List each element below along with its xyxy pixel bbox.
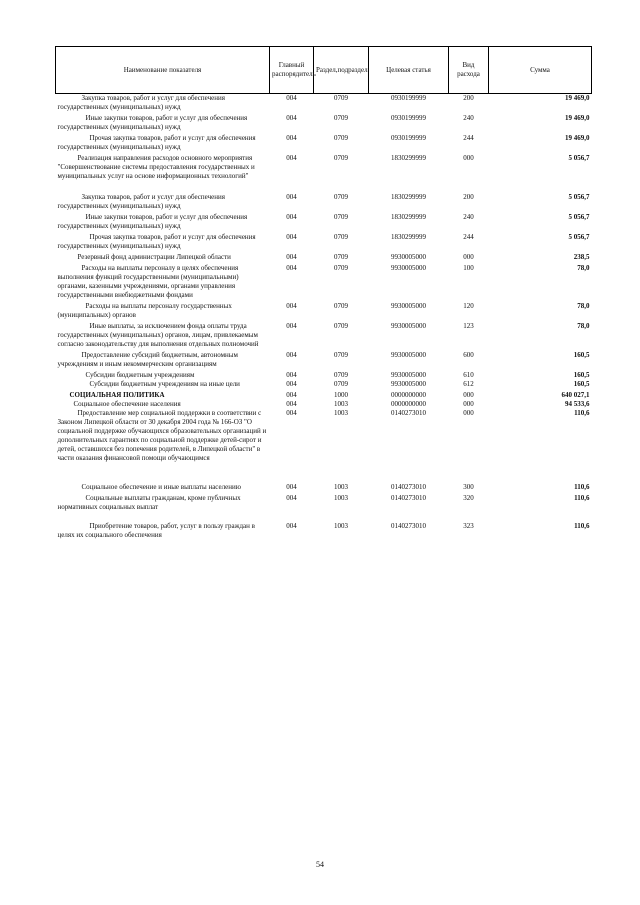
row-name: Прочая закупка товаров, работ и услуг для обеспечения государственных (муниципальных) нужд	[57, 134, 256, 151]
row-sum: 5 056,7	[568, 154, 590, 162]
row-section: 0709	[334, 134, 348, 142]
row-article: 1830299999	[391, 233, 426, 241]
row-name: Резервный фонд администрации Липецкой области	[77, 253, 231, 261]
table-row	[56, 114, 592, 134]
row-name: Реализация направления расходов основного мероприятия "Совершенствование системы предоставления государственных и муниципальных услуг на основе информационных технологий"	[57, 154, 255, 180]
row-section: 1003	[334, 522, 348, 530]
row-expense-type: 000	[463, 154, 474, 162]
row-article: 9930005000	[391, 264, 426, 272]
row-main-manager: 004	[286, 302, 297, 310]
row-name: Расходы на выплаты персоналу государственных (муниципальных) органов	[57, 302, 232, 319]
row-name: Иные закупки товаров, работ и услуг для обеспечения государственных (муниципальных) нужд	[57, 114, 248, 131]
row-expense-type: 240	[463, 114, 474, 122]
page-number: 54	[316, 860, 324, 869]
row-expense-type: 100	[463, 264, 474, 272]
row-sum: 110,6	[574, 483, 590, 491]
table-row	[56, 371, 592, 380]
table-row	[56, 193, 592, 213]
row-sum: 110,6	[574, 522, 590, 530]
row-expense-type: 000	[463, 409, 474, 417]
row-section: 1003	[334, 494, 348, 502]
row-main-manager: 004	[286, 351, 297, 359]
table-row	[56, 409, 592, 483]
row-name: Субсидии бюджетным учреждениям	[85, 371, 195, 379]
row-sum: 640 027,1	[561, 391, 590, 399]
row-sum: 238,5	[573, 253, 590, 261]
row-article: 0140273010	[391, 483, 426, 491]
row-main-manager: 004	[286, 380, 297, 388]
table-row	[56, 322, 592, 351]
row-main-manager: 004	[286, 400, 297, 408]
row-section: 0709	[334, 302, 348, 310]
row-article: 9930005000	[391, 371, 426, 379]
header-article: Целевая статья	[369, 47, 449, 94]
row-name: Предоставление мер социальной поддержки в соответствии с Законом Липецкой области от 30 декабря 2004 года № 166-ОЗ "О социальной поддержке обучающихся образовательных организаций и дополнительных гарантиях по социальной поддержке детей-сирот и детей, оставшихся без попечения родителей, в Липецкой области" в части оказания финансовой помощи обучающимся	[57, 409, 267, 462]
row-expense-type: 120	[463, 302, 474, 310]
row-expense-type: 323	[463, 522, 474, 530]
row-expense-type: 200	[463, 193, 474, 201]
row-expense-type: 600	[463, 351, 474, 359]
row-sum: 5 056,7	[568, 193, 590, 201]
row-expense-type: 244	[463, 233, 474, 241]
row-article: 1830299999	[391, 154, 426, 162]
row-article: 9930005000	[391, 322, 426, 330]
row-main-manager: 004	[286, 264, 297, 272]
row-sum: 78,0	[577, 264, 590, 272]
row-main-manager: 004	[286, 253, 297, 261]
row-article: 0930199999	[391, 94, 426, 102]
row-sum: 78,0	[577, 322, 590, 330]
row-main-manager: 004	[286, 233, 297, 241]
row-main-manager: 004	[286, 522, 297, 530]
row-section: 0709	[334, 114, 348, 122]
row-section: 1003	[334, 400, 348, 408]
table-row	[56, 380, 592, 391]
table-row	[56, 483, 592, 494]
table-header	[56, 47, 592, 94]
row-sum: 19 469,0	[565, 114, 590, 122]
row-article: 9930005000	[391, 380, 426, 388]
row-sum: 94 533,6	[565, 400, 590, 408]
row-article: 0000000000	[391, 400, 426, 408]
header-expense-type: Вид расхода	[449, 47, 489, 94]
row-sum: 78,0	[577, 302, 590, 310]
row-section: 0709	[334, 351, 348, 359]
row-sum: 110,6	[574, 409, 590, 417]
row-expense-type: 320	[463, 494, 474, 502]
row-article: 0930199999	[391, 134, 426, 142]
row-article: 9930005000	[391, 351, 426, 359]
row-main-manager: 004	[286, 483, 297, 491]
table-row	[56, 400, 592, 409]
row-name: Прочая закупка товаров, работ и услуг для обеспечения государственных (муниципальных) нужд	[57, 233, 256, 250]
row-section: 0709	[334, 253, 348, 261]
row-article: 0140273010	[391, 494, 426, 502]
row-expense-type: 244	[463, 134, 474, 142]
row-main-manager: 004	[286, 154, 297, 162]
table-row	[56, 391, 592, 400]
row-article: 0930199999	[391, 114, 426, 122]
row-article: 1830299999	[391, 213, 426, 221]
row-name: Субсидии бюджетным учреждениям на иные цели	[89, 380, 240, 388]
row-name: Расходы на выплаты персоналу в целях обеспечения выполнения функций государственными (муниципальными) органами, казенными учреждениями, органами управления государственными внебюджетными фондами	[57, 264, 239, 299]
table-row	[56, 522, 592, 542]
table-row	[56, 213, 592, 233]
row-expense-type: 612	[463, 380, 474, 388]
row-expense-type: 123	[463, 322, 474, 330]
table-row	[56, 233, 592, 253]
row-main-manager: 004	[286, 114, 297, 122]
header-main-manager: Главный распорядитель	[270, 47, 314, 94]
row-section: 1003	[334, 483, 348, 491]
row-main-manager: 004	[286, 134, 297, 142]
table-row	[56, 302, 592, 322]
row-sum: 5 056,7	[568, 233, 590, 241]
row-name: СОЦИАЛЬНАЯ ПОЛИТИКА	[69, 391, 165, 399]
row-expense-type: 240	[463, 213, 474, 221]
row-name: Закупка товаров, работ и услуг для обеспечения государственных (муниципальных) нужд	[57, 94, 225, 111]
row-name: Социальное обеспечение и иные выплаты населению	[81, 483, 241, 491]
table-row	[56, 253, 592, 264]
row-main-manager: 004	[286, 391, 297, 399]
table-body	[56, 94, 592, 543]
row-expense-type: 000	[463, 253, 474, 261]
table-row	[56, 351, 592, 371]
row-article: 1830299999	[391, 193, 426, 201]
row-main-manager: 004	[286, 94, 297, 102]
row-name: Социальные выплаты гражданам, кроме публичных нормативных социальных выплат	[57, 494, 241, 511]
row-section: 0709	[334, 264, 348, 272]
row-expense-type: 300	[463, 483, 474, 491]
table-row	[56, 494, 592, 522]
header-name: Наименование показателя	[56, 47, 270, 94]
budget-table	[55, 46, 592, 542]
row-sum: 19 469,0	[565, 94, 590, 102]
row-name: Социальное обеспечение населения	[73, 400, 181, 408]
row-sum: 160,5	[573, 351, 590, 359]
table-row	[56, 264, 592, 302]
header-sum: Сумма	[489, 47, 592, 94]
row-section: 0709	[334, 380, 348, 388]
table-row	[56, 154, 592, 193]
row-name: Иные выплаты, за исключением фонда оплаты труда государственных (муниципальных) органов, лицам, привлекаемым согласно законодательству для выполнения отдельных полномочий	[57, 322, 259, 348]
row-article: 9930005000	[391, 302, 426, 310]
row-article: 0140273010	[391, 522, 426, 530]
row-main-manager: 004	[286, 371, 297, 379]
row-section: 1000	[334, 391, 348, 399]
row-main-manager: 004	[286, 193, 297, 201]
row-name: Приобретение товаров, работ, услуг в пользу граждан в целях их социального обеспечения	[57, 522, 255, 539]
row-expense-type: 000	[463, 400, 474, 408]
row-main-manager: 004	[286, 494, 297, 502]
table-row	[56, 134, 592, 154]
row-expense-type: 610	[463, 371, 474, 379]
row-article: 0140273010	[391, 409, 426, 417]
row-article: 0000000000	[391, 391, 426, 399]
row-expense-type: 200	[463, 94, 474, 102]
row-section: 0709	[334, 154, 348, 162]
row-sum: 5 056,7	[568, 213, 590, 221]
row-name: Иные закупки товаров, работ и услуг для обеспечения государственных (муниципальных) нужд	[57, 213, 248, 230]
row-sum: 160,5	[573, 380, 590, 388]
header-section: Раздел,подраздел	[314, 47, 369, 94]
row-section: 1003	[334, 409, 348, 417]
row-expense-type: 000	[463, 391, 474, 399]
row-section: 0709	[334, 322, 348, 330]
row-section: 0709	[334, 233, 348, 241]
row-section: 0709	[334, 213, 348, 221]
row-name: Закупка товаров, работ и услуг для обеспечения государственных (муниципальных) нужд	[57, 193, 225, 210]
row-name: Предоставление субсидий бюджетным, автономным учреждениям и иным некоммерческим организациям	[57, 351, 238, 368]
row-section: 0709	[334, 371, 348, 379]
row-sum: 19 469,0	[565, 134, 590, 142]
row-main-manager: 004	[286, 409, 297, 417]
row-article: 9930005000	[391, 253, 426, 261]
row-main-manager: 004	[286, 322, 297, 330]
table-row	[56, 94, 592, 115]
row-sum: 110,6	[574, 494, 590, 502]
row-section: 0709	[334, 94, 348, 102]
row-main-manager: 004	[286, 213, 297, 221]
row-section: 0709	[334, 193, 348, 201]
row-sum: 160,5	[573, 371, 590, 379]
